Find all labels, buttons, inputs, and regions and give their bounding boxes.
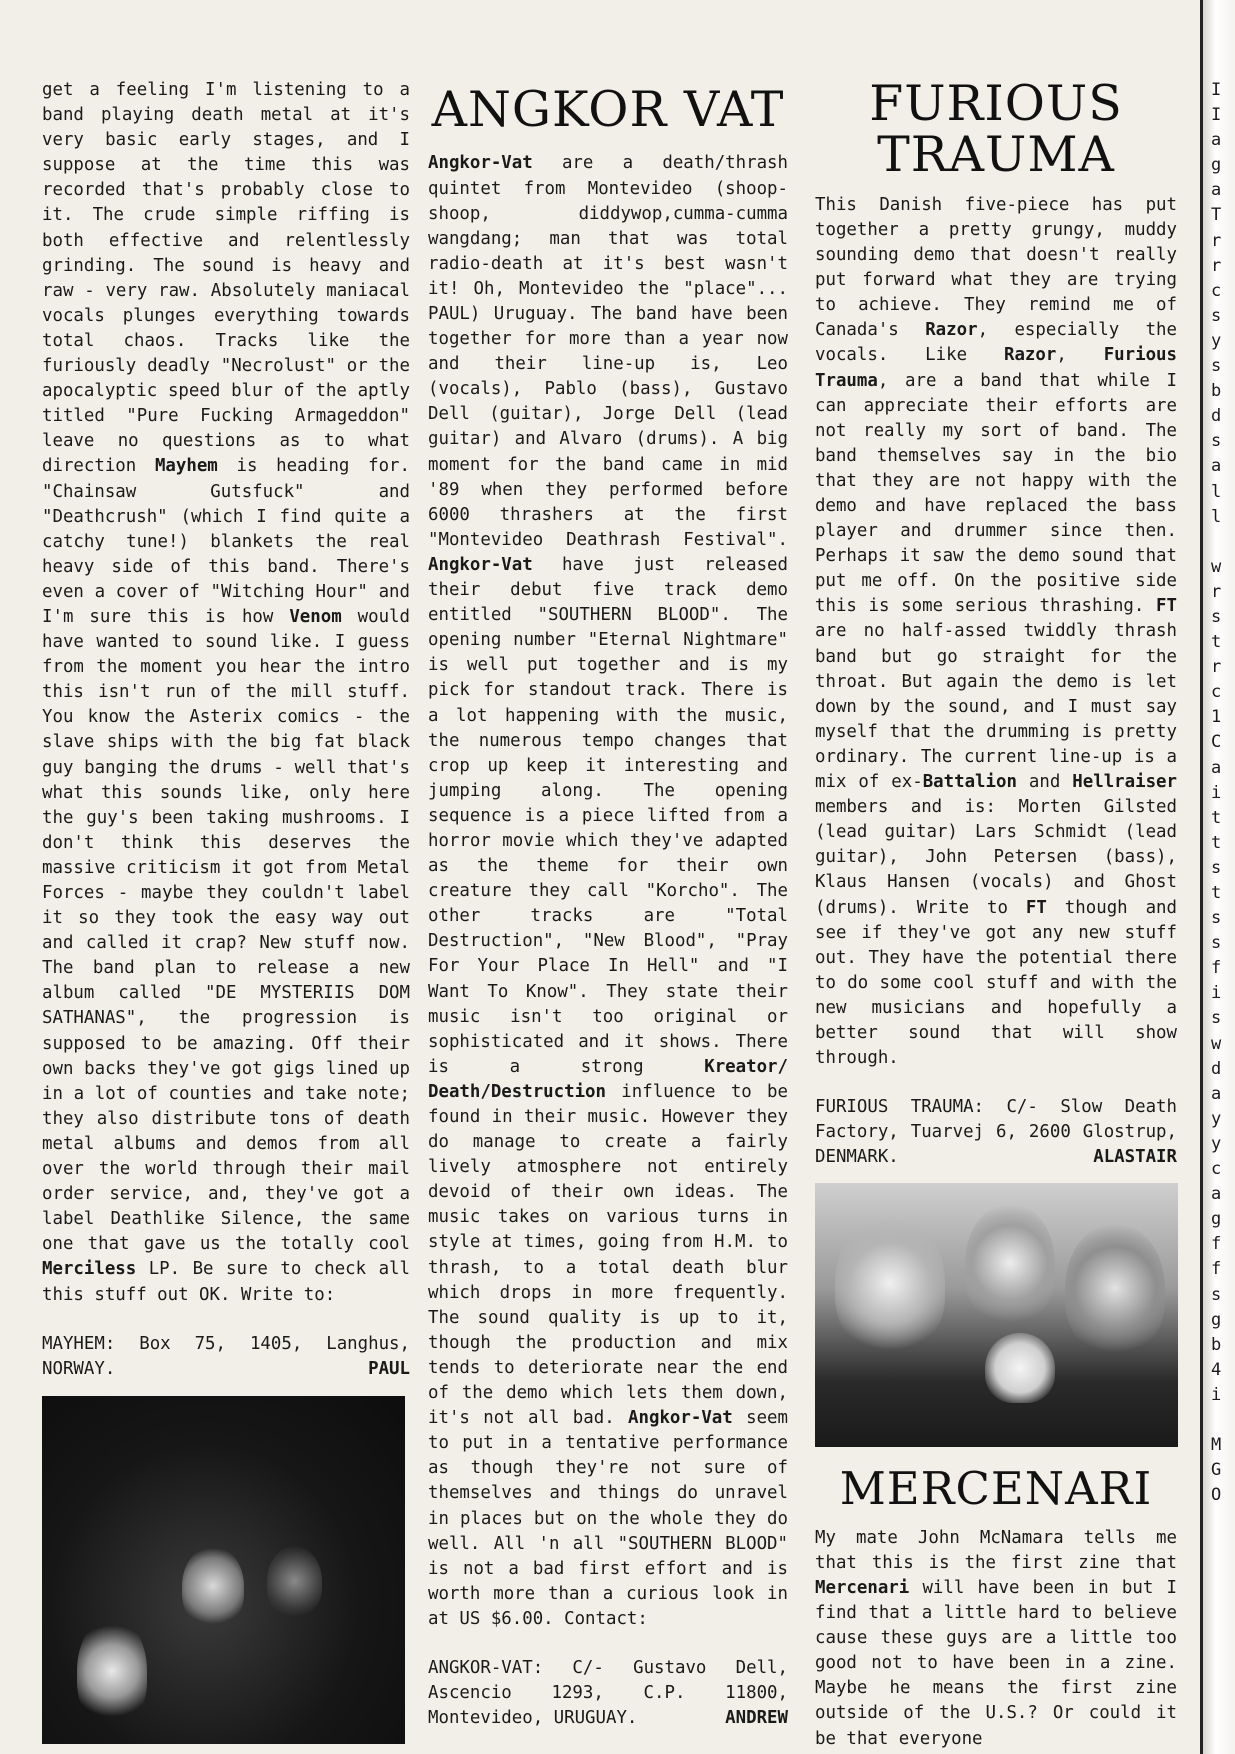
mercenari-review-text: My mate John McNamara tells me that this is the first zine that Mercenari will have been in but I find that a little hard to believe cause these guys are a little too good not to have been in a zine. Maybe he means the first zine outside of the U.S.? Or could it be that everyone [815,1527,1177,1749]
edge-letter: f [1211,1259,1222,1280]
edge-letter: y [1211,1108,1222,1129]
mayhem-contact: MAYHEM: Box 75, 1405, Langhus, NORWAY. [42,1333,410,1379]
edge-letter: b [1211,381,1222,402]
edge-letter: s [1211,305,1222,326]
band-member-silhouette [267,1546,322,1616]
angkor-vat-contact: ANGKOR-VAT: C/- Gustavo Dell, Ascencio 1293, C.P. 11800, Montevideo, URUGUAY. [428,1657,788,1729]
edge-letter: O [1211,1485,1222,1506]
edge-letter: r [1211,230,1222,251]
edge-letter: g [1211,155,1222,176]
edge-letter: i [1211,1384,1222,1405]
edge-letter: a [1211,180,1222,201]
edge-letter: T [1211,205,1222,226]
band-member-left [835,1213,945,1353]
mayhem-review-text: get a feeling I'm listening to a band playing death metal at it's very basic early stages, and I suppose at the time this was recorded that's probably close to it. The crude simple riffing is both effective and relentlessly grinding. The sound is heavy and raw - very raw. Absolutely maniacal vocals plunges everything towards total chaos. Tracks like the furiously deadly "Necrolust" or the apocalyptic speed blur of the aptly titled "Pure Fucking Armageddon" leave no questions as to what direction Mayhem is heading for. "Chainsaw Gutsfuck" and "Deathcrush" (which I find quite a catchy tune!) blankets the real heavy side of this band. There's even a cover of "Witching Hour" and I'm sure this is how Venom would have wanted to sound like. I guess from the moment you hear the intro this isn't run of the mill stuff. You know the Asterix comics - the slave ships with the big fat black guy banging the drums - well that's what this sounds like, only here the guy's been taking mushrooms. I don't think this deserves the massive criticism it got from Metal Forces - maybe they couldn't label it so they took the easy way out and called it crap? New stuff now. The band plan to release a new album called "DE MYSTERIIS DOM SATHANAS", the progression is supposed to be amazing. Off their own backs they've got gigs lined up in a lot of counties and take note; they also distribute tons of death metal albums and demos from all over the world through their mail order service, and, they've got a label Deathlike Silence, the same one that gave us the totally cool Merciless LP. Be sure to check all this stuff out OK. Write to: [42,80,410,1305]
edge-letter: G [1211,1460,1222,1481]
edge-letter: c [1211,280,1222,301]
edge-letter: a [1211,1083,1222,1104]
band-name-mayhem: Mayhem [154,456,218,477]
mayhem-band-photo [42,1396,405,1744]
edge-letter: s [1211,1284,1222,1305]
mercenari-headline: MERCENARI [839,1461,1153,1515]
column-mayhem-review [42,78,410,1744]
band-member-right [1065,1223,1165,1353]
edge-letter: f [1211,1234,1222,1255]
edge-letter: s [1211,431,1222,452]
furious-trauma-author: ALASTAIR [1093,1147,1177,1168]
edge-letter: w [1211,1033,1222,1054]
angkor-vat-review-text: Angkor-Vat are a death/thrash quintet from Montevideo (shoop-shoop, diddywop,cumma-cumma wangdang; man that was total radio-death at it's best wasn't it! Oh, Montevideo the "place"... PAUL) Uruguay. The band have been together for more than a year now and their line-up is, Leo (vocals), Pablo (bass), Gustavo Dell (guitar), Jorge Dell (lead guitar) and Alvaro (drums). A big moment for the band came in mid '89 when they performed before 6000 thrashers at the first "Montevideo Deathrash Festival". Angkor-Vat have just released their debut five track demo entitled "SOUTHERN BLOOD". The opening number "Eternal Nightmare" is well put together and is my pick for standout track. There is a lot happening with the music, the numerous tempo changes that crop up keep it interesting and jumping along. The opening sequence is a piece lifted from a horror movie which they've adapted as the theme for their own creature they call "Korcho". The other tracks are "Total Destruction", "New Blood", "Pray For Your Place In Hell" and "I Want To Know". They state their music isn't too original or sophisticated and it shows. There is a strong Kreator/ Death/Destruction influence to be found in their music. However they do manage to create a fairly lively atmosphere not entirely devoid of their own ideas. The music takes on various turns in style at times, going from H.M. to thrash, to a total death blur which drops in more frequently. The sound quality is up to it, though the production and mix tends to deteriorate near the end of the demo which lets them down, it's not all bad. Angkor-Vat seem to put in a tentative performance as though they're not sure of themselves and things do unravel in places but on the whole they do well. All 'n all "SOUTHERN BLOOD" is not a bad first effort and is worth more than a curious look in at US $6.00. Contact: [428,153,788,1629]
edge-letter: y [1211,330,1222,351]
angkor-vat-author: ANDREW [725,1708,788,1729]
edge-letter: t [1211,832,1222,853]
edge-letter: r [1211,657,1222,678]
edge-letter: I [1211,80,1222,100]
edge-letter: a [1211,130,1222,151]
edge-letter: g [1211,1309,1222,1330]
edge-letter: a [1211,757,1222,778]
edge-letter: s [1211,606,1222,627]
edge-letter: 1 [1211,707,1222,728]
edge-letter: a [1211,456,1222,477]
edge-letter: s [1211,933,1222,954]
edge-letter: C [1211,732,1222,753]
corpsepaint-face [182,1546,244,1626]
edge-letter: I [1211,105,1222,126]
edge-letter: s [1211,908,1222,929]
column-angkor-vat-review [428,81,788,1731]
edge-letter: r [1211,255,1222,276]
edge-letter: i [1211,983,1222,1004]
candle-light [77,1616,147,1726]
next-page-edge-letters [1211,78,1231,1508]
angkor-vat-headline: ANGKOR VAT [431,81,785,138]
edge-letter: a [1211,1184,1222,1205]
edge-letter: w [1211,556,1222,577]
mayhem-author: PAUL [368,1358,410,1379]
edge-letter: g [1211,1209,1222,1230]
edge-letter: l [1211,481,1222,502]
edge-letter: t [1211,807,1222,828]
edge-letter: d [1211,406,1222,427]
furious-trauma-contact: FURIOUS TRAUMA: C/- Slow Death Factory, Tuarvej 6, 2600 Glostrup, DENMARK. [815,1097,1177,1168]
edge-letter: s [1211,857,1222,878]
furious-trauma-review-text: This Danish five-piece has put together a pretty grungy, muddy sounding demo that doesn't really put forward what they are trying to achieve. They remind me of Canada's Razor, especially the vocals. Like Razor, Furious Trauma, are a band that while I can appreciate their efforts are not really my sort of band. The band themselves say in the bio that they are not happy with the demo and have replaced the bass player and drummer since then. Perhaps it saw the demo sound that put me off. On the positive side this is some serious thrashing. FT are no half-assed twiddly thrash band but go straight for the throat. But again the demo is let down by the sound, and I must say myself that the drumming is pretty ordinary. The current line-up is a mix of ex-Battalion and Hellraiser members and is: Morten Gilsted (lead guitar) Lars Schmidt (lead guitar), John Petersen (bass), Klaus Hansen (vocals) and Ghost (drums). Write to FT though and see if they've got any new stuff out. They have the potential there to do some cool stuff and with the new musicians and hopefully a better sound that will show through. [815,194,1177,1069]
furious-trauma-headline: FURIOUS TRAUMA [869,75,1123,184]
band-name-merciless: Merciless [42,1259,137,1280]
band-name-venom: Venom [289,606,342,627]
column-furious-trauma-review [815,75,1177,1752]
edge-letter: M [1211,1435,1222,1456]
edge-letter: y [1211,1133,1222,1154]
edge-letter [1211,530,1231,555]
edge-letter: s [1211,1008,1222,1029]
edge-letter: t [1211,632,1222,653]
edge-letter: d [1211,1058,1222,1079]
edge-letter [1211,1408,1231,1433]
edge-letter: t [1211,883,1222,903]
band-member-center [965,1203,1055,1323]
furious-trauma-band-photo [815,1183,1178,1447]
edge-letter: s [1211,356,1222,377]
edge-letter: l [1211,506,1222,527]
edge-letter: c [1211,682,1222,703]
edge-letter: i [1211,782,1222,803]
edge-letter: 4 [1211,1359,1222,1380]
edge-letter: c [1211,1159,1222,1180]
edge-letter: f [1211,958,1222,979]
band-member-front [985,1333,1055,1403]
edge-letter: b [1211,1334,1222,1355]
edge-letter: r [1211,581,1222,602]
